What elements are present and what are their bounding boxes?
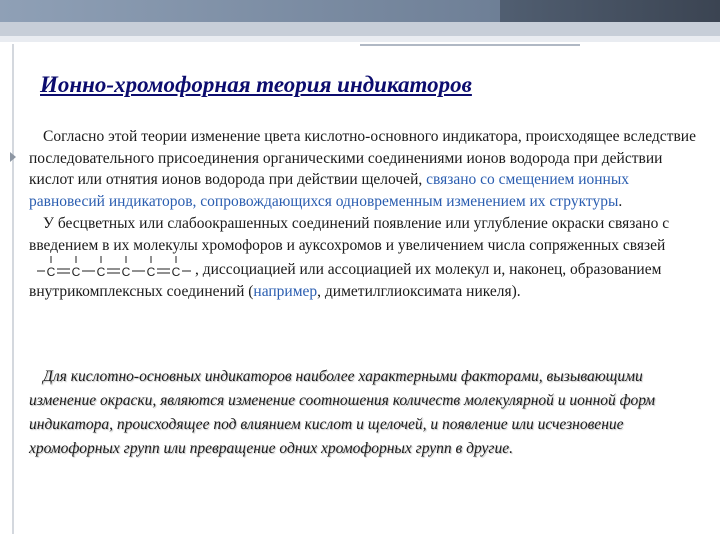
- paragraph-2-end: , диметилглиоксимата никеля).: [317, 282, 521, 300]
- atom-c-4: C: [121, 265, 131, 280]
- header-bar-left: [0, 0, 500, 22]
- paragraph-2: [29, 213, 701, 303]
- slide-title: Ионно-хромофорная теория индикаторов: [40, 72, 472, 97]
- paragraph-1: [29, 126, 701, 213]
- header-bar: [0, 0, 720, 22]
- atom-c-3: C: [96, 265, 106, 280]
- main-text-block: [29, 126, 701, 303]
- header-band-light: [0, 36, 720, 42]
- atom-c-6: C: [171, 265, 181, 280]
- atom-c-2: C: [71, 265, 81, 280]
- paragraph-1-end: .: [618, 193, 623, 211]
- atom-c-1: C: [46, 265, 56, 280]
- paragraph-2-text-cont: , диссоциацией или ассоциацией их молекул и, наконец, образованием внутрикомплексных соединений (: [29, 261, 662, 300]
- paragraph-3-text: Для кислотно-основных индикаторов наиболее характерными факторами, вызывающими изменение окраски, являются изменение соотношения количеств молекулярной и ионной форм индикатора, происходящее под влиянием кислот и щелочей, и появление или исчезновение хромофорных групп или превращение одних хромофорных групп в другие.: [29, 368, 656, 457]
- summary-block: [29, 365, 701, 461]
- conjugated-chain-formula: [37, 256, 193, 280]
- side-rail: [12, 44, 14, 534]
- decorative-line: [360, 44, 580, 46]
- atom-c-5: C: [146, 265, 156, 280]
- paragraph-3: [29, 365, 701, 461]
- paragraph-2-highlight: например: [253, 282, 318, 300]
- paragraph-1-highlight: связано со смещением ионных равновесий индикаторов, сопровождающихся одновременным изменением их структуры: [29, 171, 630, 211]
- paragraph-2-text: У бесцветных или слабоокрашенных соединений появление или углубление окраски связано с введением в их молекулы хромофоров и ауксохромов и увеличением числа сопряженных связей: [29, 214, 670, 254]
- paragraph-1-text: Согласно этой теории изменение цвета кислотно-основного индикатора, происходящее вследствие последовательного присоединения органическими соединениями ионов водорода при действии кислот или отнятия ионов водорода при действии щелочей,: [29, 128, 696, 189]
- header-band: [0, 22, 720, 36]
- side-arrow-icon: [10, 152, 16, 162]
